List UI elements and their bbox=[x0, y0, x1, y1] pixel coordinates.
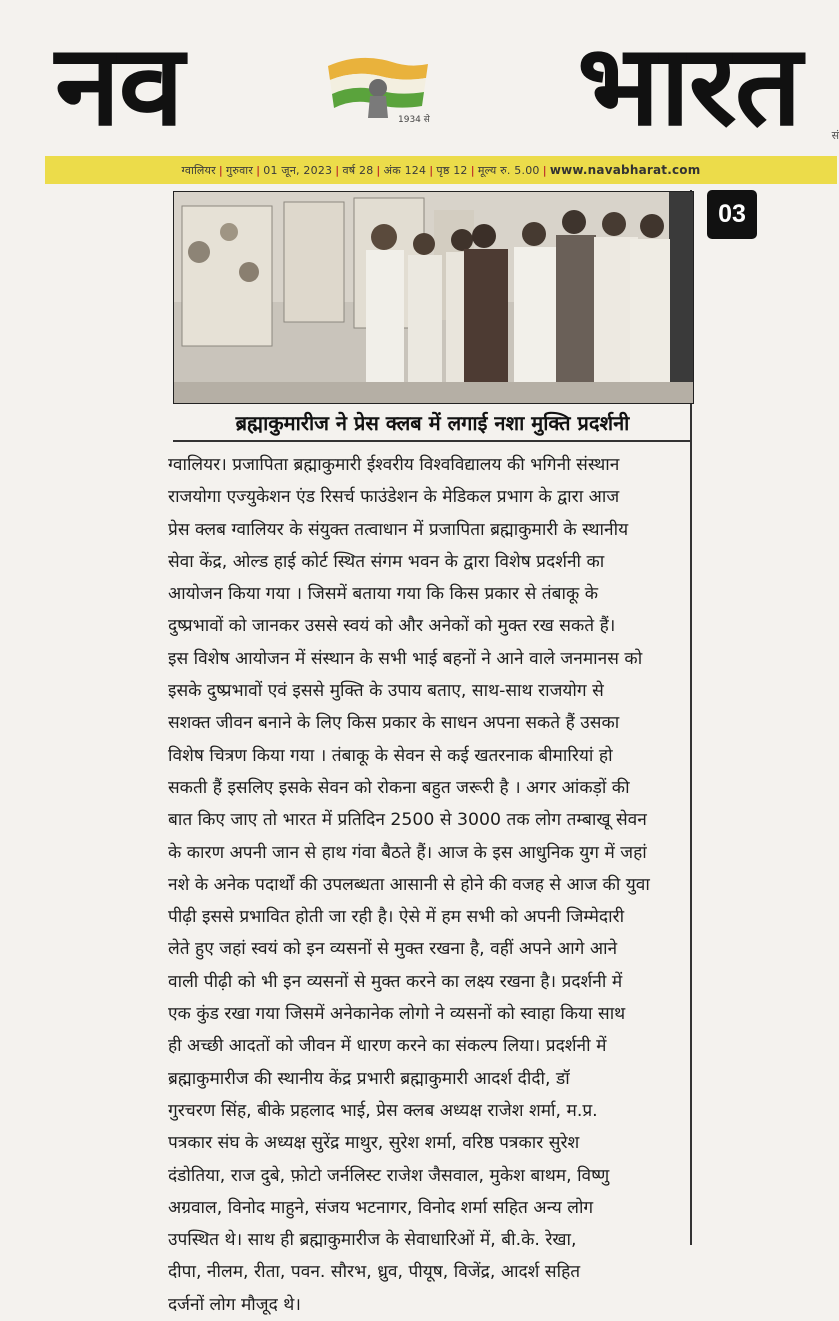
article-body-line: नशे के अनेक पदार्थों की उपलब्धता आसानी से होने की वजह से आज की युवा bbox=[168, 874, 650, 895]
article-body bbox=[168, 449, 696, 1321]
article-body-line: सशक्त जीवन बनाने के लिए किस प्रकार के साधन अपना सकते हैं उसका bbox=[168, 713, 620, 734]
article-body-line: एक कुंड रखा गया जिसमें अनेकानेक लोगो ने व्यसनों को स्वाहा किया साथ bbox=[168, 1004, 626, 1025]
article-body-line: दर्जनों लोग मौजूद थे। bbox=[168, 1294, 301, 1315]
side-mark: सं bbox=[831, 129, 839, 142]
article-body-line: इस विशेष आयोजन में संस्थान के सभी भाई बहनों ने आने वाले जनमानस को bbox=[168, 648, 643, 669]
separator: | bbox=[429, 163, 434, 177]
article-body-line: राजयोगा एज्युकेशन एंड रिसर्च फाउंडेशन के मेडिकल प्रभाग के द्वारा आज bbox=[168, 487, 620, 508]
dateline-bar bbox=[45, 156, 837, 184]
dateline-issue: अंक 124 bbox=[383, 163, 427, 177]
emblem-caption: 1934 से bbox=[398, 115, 430, 125]
article-body-line: उपस्थित थे। साथ ही ब्रह्माकुमारीज के सेवाधारिओं में, बी.के. रेखा, bbox=[168, 1230, 577, 1251]
separator: | bbox=[470, 163, 475, 177]
dateline-price: मूल्य रु. 5.00 bbox=[477, 163, 540, 177]
article-body-line: ब्रह्माकुमारीज की स्थानीय केंद्र प्रभारी ब्रह्माकुमारी आदर्श दीदी, डॉ bbox=[168, 1068, 570, 1089]
separator: | bbox=[542, 163, 547, 177]
separator: | bbox=[256, 163, 261, 177]
article-body-line: सकती हैं इसलिए इसके सेवन को रोकना बहुत जरूरी है । अगर आंकड़ों की bbox=[168, 777, 630, 798]
dateline-pages: पृष्ठ 12 bbox=[436, 163, 468, 177]
article-body-line: ही अच्छी आदतों को जीवन में धारण करने का संकल्प लिया। प्रदर्शनी में bbox=[168, 1036, 607, 1057]
article-body-line: ग्वालियर। प्रजापिता ब्रह्माकुमारी ईश्वरीय विश्वविद्यालय की भगिनी संस्थान bbox=[168, 455, 620, 475]
flag-emblem-icon bbox=[300, 38, 435, 128]
article-body-line: गुरचरण सिंह, बीके प्रहलाद भाई, प्रेस क्लब अध्यक्ष राजेश शर्मा, म.प्र. bbox=[168, 1100, 598, 1121]
article-body-line: वाली पीढ़ी को भी इन व्यसनों से मुक्त करने का लक्ष्य रखना है। प्रदर्शनी में bbox=[168, 971, 623, 992]
masthead-word-nav: नव bbox=[55, 19, 183, 151]
masthead-word-bharat: भारत bbox=[576, 19, 800, 151]
dateline-day: गुरुवार bbox=[226, 163, 254, 177]
dateline-date: 01 जून, 2023 bbox=[263, 163, 333, 177]
article-body-line: सेवा केंद्र, ओल्ड हाई कोर्ट स्थित संगम भवन के द्वारा विशेष प्रदर्शनी का bbox=[168, 551, 605, 572]
article-body-line: प्रेस क्लब ग्वालियर के संयुक्त तत्वाधान में प्रजापिता ब्रह्माकुमारी के स्थानीय bbox=[168, 519, 629, 540]
dateline-year: वर्ष 28 bbox=[342, 163, 374, 177]
dateline-url: www.navabharat.com bbox=[549, 163, 701, 177]
dateline-city: ग्वालियर bbox=[181, 163, 216, 177]
masthead-emblem bbox=[300, 38, 435, 128]
article-body-line: दुष्प्रभावों को जानकर उससे स्वयं को और अनेकों को मुक्त रख सकते हैं। bbox=[168, 616, 616, 637]
article-body-line: पत्रकार संघ के अध्यक्ष सुरेंद्र माथुर, सुरेश शर्मा, वरिष्ठ पत्रकार सुरेश bbox=[168, 1133, 580, 1154]
article-body-line: अग्रवाल, विनोद माहुने, संजय भटनागर, विनोद शर्मा सहित अन्य लोग bbox=[168, 1197, 594, 1218]
article-photo bbox=[173, 191, 694, 404]
article-body-line: आयोजन किया गया । जिसमें बताया गया कि किस प्रकार से तंबाकू के bbox=[168, 584, 599, 605]
article-body-line: इसके दुष्प्रभावों एवं इससे मुक्ति के उपाय बताए, साथ-साथ राजयोग से bbox=[168, 681, 604, 702]
separator: | bbox=[218, 163, 224, 177]
article-body-line: लेते हुए जहां स्वयं को इन व्यसनों से मुक्त रखना है, वहीं अपने आगे आने bbox=[168, 939, 618, 960]
page-number-badge: 03 bbox=[707, 190, 757, 239]
article-body-line: दंडोतिया, राज दुबे, फ़ोटो जर्नलिस्ट राजेश जैसवाल, मुकेश बाथम, विष्णु bbox=[168, 1165, 610, 1186]
article-body-line: विशेष चित्रण किया गया । तंबाकू के सेवन से कई खतरनाक बीमारियां हो bbox=[168, 745, 613, 766]
separator: | bbox=[335, 163, 340, 177]
article-headline: ब्रह्माकुमारीज ने प्रेस क्लब में लगाई नशा मुक्ति प्रदर्शनी bbox=[173, 404, 692, 442]
article-body-line: के कारण अपनी जान से हाथ गंवा बैठते हैं। आज के इस आधुनिक युग में जहां bbox=[168, 842, 647, 863]
exhibition-photo-image bbox=[174, 192, 693, 403]
separator: | bbox=[376, 163, 381, 177]
article-body-line: बात किए जाए तो भारत में प्रतिदिन 2500 से 3000 तक लोग तम्बाखू सेवन bbox=[168, 810, 647, 831]
article-body-line: दीपा, नीलम, रीता, पवन. सौरभ, ध्रुव, पीयूष, विजेंद्र, आदर्श सहित bbox=[168, 1262, 581, 1283]
article-body-line: पीढ़ी इससे प्रभावित होती जा रही है। ऐसे में हम सभी को अपनी जिम्मेदारी bbox=[168, 907, 625, 928]
